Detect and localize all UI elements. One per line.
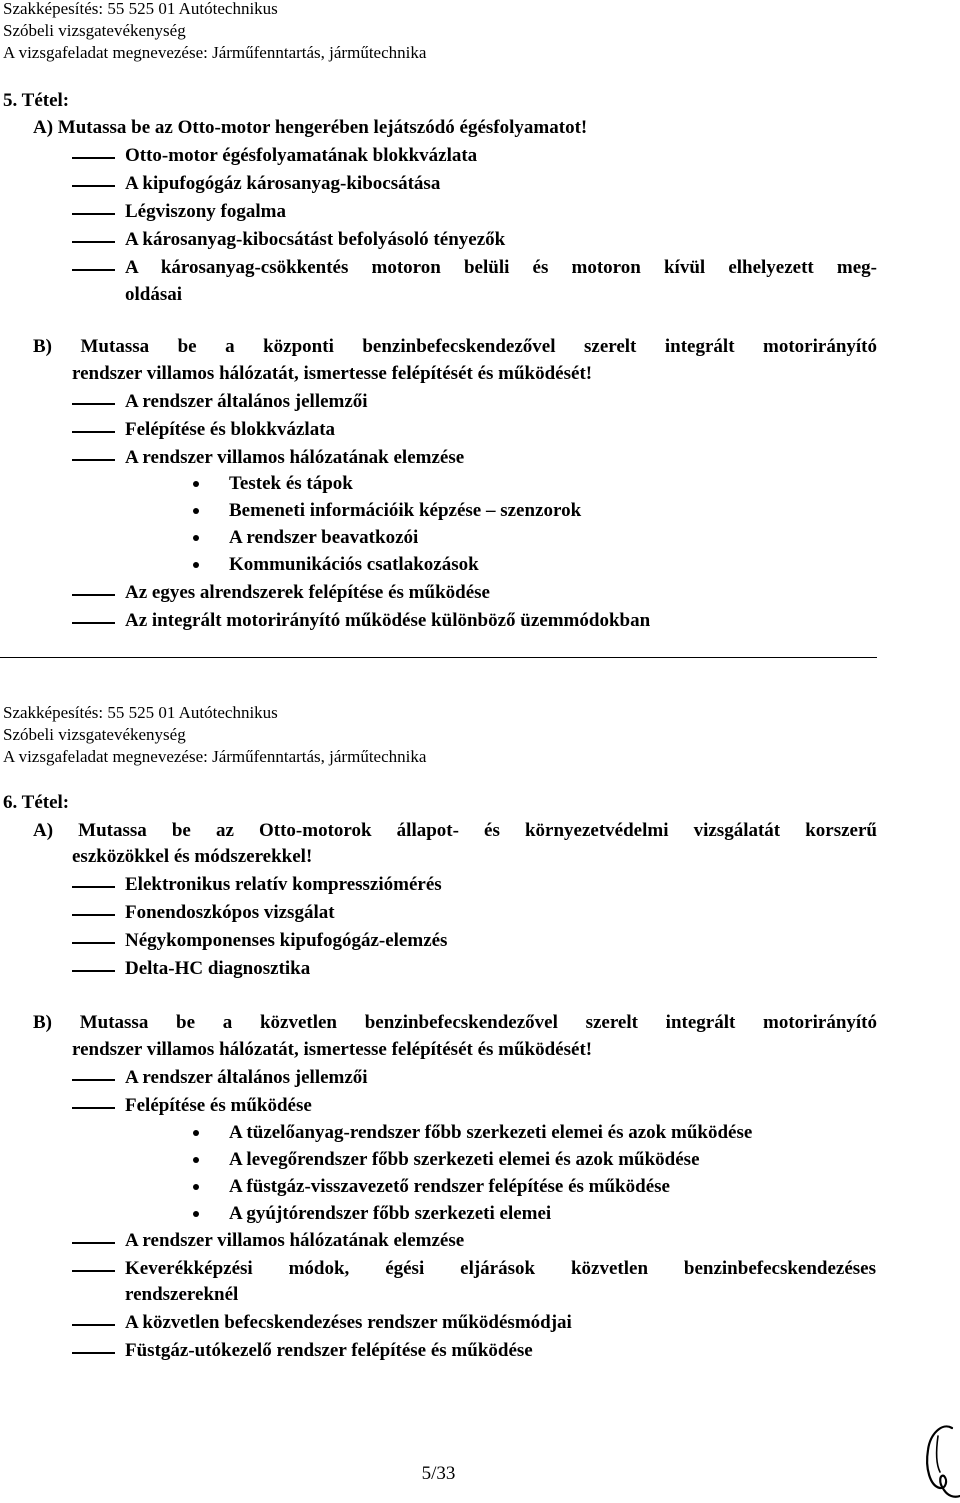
dash-bullet: [72, 594, 115, 596]
tetel-6-title: 6. Tétel:: [3, 792, 70, 813]
separator-line: [0, 657, 877, 658]
sub-list-item: A füstgáz-visszavezető rendszer felépítése és működése: [229, 1176, 670, 1197]
dash-bullet: [72, 914, 115, 916]
dot-bullet: [193, 1184, 199, 1190]
list-item: Keverékképzési módok, égési eljárások közvetlen benzinbefecskendezéses: [125, 1258, 876, 1279]
list-item: Az egyes alrendszerek felépítése és működése: [125, 582, 490, 603]
list-item: Delta-HC diagnosztika: [125, 958, 311, 979]
list-item: A károsanyag-kibocsátást befolyásoló tényezők: [125, 229, 506, 250]
tetel-6-part-b-title: B) Mutassa be a közvetlen benzinbefecskendezővel szerelt integrált motorirányító: [33, 1012, 877, 1033]
dash-bullet: [72, 269, 115, 271]
list-item: A rendszer általános jellemzői: [125, 391, 368, 412]
list-item: A rendszer általános jellemzői: [125, 1067, 368, 1088]
tetel-6-part-a-title-cont: eszközökkel és módszerekkel!: [72, 846, 313, 867]
sub-list-item: A tüzelőanyag-rendszer főbb szerkezeti elemei és azok működése: [229, 1122, 753, 1143]
tetel-5-title: 5. Tétel:: [3, 90, 70, 111]
dash-bullet: [72, 1324, 115, 1326]
list-item: Otto-motor égésfolyamatának blokkvázlata: [125, 145, 478, 166]
dash-bullet: [72, 970, 115, 972]
list-item: A rendszer villamos hálózatának elemzése: [125, 1230, 465, 1251]
list-item-continuation: rendszereknél: [125, 1284, 239, 1305]
dash-bullet: [72, 403, 115, 405]
list-item: Légviszony fogalma: [125, 201, 286, 222]
tetel-5-part-a-title: A) Mutassa be az Otto-motor hengerében lejátszódó égésfolyamatot!: [33, 117, 588, 138]
list-item: Elektronikus relatív kompressziómérés: [125, 874, 442, 895]
dash-bullet: [72, 1242, 115, 1244]
header-activity: Szóbeli vizsgatevékenység: [3, 21, 186, 40]
dash-bullet: [72, 622, 115, 624]
header-task-name: A vizsgafeladat megnevezése: Járműfenntartás, járműtechnika: [3, 747, 427, 766]
header-qualification: Szakképesítés: 55 525 01 Autótechnikus: [3, 703, 278, 722]
dash-bullet: [72, 431, 115, 433]
list-item: Füstgáz-utókezelő rendszer felépítése és működése: [125, 1340, 533, 1361]
dot-bullet: [193, 1157, 199, 1163]
sub-list-item: Bemeneti információik képzése – szenzorok: [229, 500, 582, 521]
dot-bullet: [193, 562, 199, 568]
list-item: A rendszer villamos hálózatának elemzése: [125, 447, 465, 468]
header-activity: Szóbeli vizsgatevékenység: [3, 725, 186, 744]
sub-list-item: A gyújtórendszer főbb szerkezeti elemei: [229, 1203, 552, 1224]
dash-bullet: [72, 942, 115, 944]
tetel-6-part-a-title: A) Mutassa be az Otto-motorok állapot- és környezetvédelmi vizsgálatát korszerű: [33, 820, 877, 841]
tetel-6-part-b-title-cont: rendszer villamos hálózatát, ismertesse felépítését és működését!: [72, 1039, 593, 1060]
sub-list-item: A levegőrendszer főbb szerkezeti elemei és azok működése: [229, 1149, 700, 1170]
list-item: Felépítése és blokkvázlata: [125, 419, 336, 440]
list-item: Felépítése és működése: [125, 1095, 312, 1116]
dash-bullet: [72, 213, 115, 215]
handwritten-signature: [918, 1420, 960, 1503]
dash-bullet: [72, 185, 115, 187]
dash-bullet: [72, 1270, 115, 1272]
sub-list-item: Testek és tápok: [229, 473, 353, 494]
page-number: 5/33: [421, 1463, 456, 1484]
dash-bullet: [72, 157, 115, 159]
dash-bullet: [72, 459, 115, 461]
dot-bullet: [193, 1211, 199, 1217]
dot-bullet: [193, 508, 199, 514]
dash-bullet: [72, 241, 115, 243]
dot-bullet: [193, 535, 199, 541]
tetel-5-part-b-title-cont: rendszer villamos hálózatát, ismertesse felépítését és működését!: [72, 363, 593, 384]
list-item: Az integrált motorirányító működése különböző üzemmódokban: [125, 610, 651, 631]
tetel-5-part-b-title: B) Mutassa be a központi benzinbefecskendezővel szerelt integrált motorirányító: [33, 336, 877, 357]
list-item: A közvetlen befecskendezéses rendszer működésmódjai: [125, 1312, 572, 1333]
dash-bullet: [72, 1107, 115, 1109]
list-item: A károsanyag-csökkentés motoron belüli és motoron kívül elhelyezett meg-: [125, 257, 877, 278]
dot-bullet: [193, 481, 199, 487]
list-item-continuation: oldásai: [125, 284, 183, 305]
list-item: A kipufogógáz károsanyag-kibocsátása: [125, 173, 441, 194]
list-item: Fonendoszkópos vizsgálat: [125, 902, 335, 923]
dash-bullet: [72, 1352, 115, 1354]
dash-bullet: [72, 1079, 115, 1081]
header-task-name: A vizsgafeladat megnevezése: Járműfenntartás, járműtechnika: [3, 43, 427, 62]
dot-bullet: [193, 1130, 199, 1136]
list-item: Négykomponenses kipufogógáz-elemzés: [125, 930, 448, 951]
sub-list-item: Kommunikációs csatlakozások: [229, 554, 479, 575]
dash-bullet: [72, 886, 115, 888]
header-qualification: Szakképesítés: 55 525 01 Autótechnikus: [3, 0, 278, 18]
sub-list-item: A rendszer beavatkozói: [229, 527, 419, 548]
